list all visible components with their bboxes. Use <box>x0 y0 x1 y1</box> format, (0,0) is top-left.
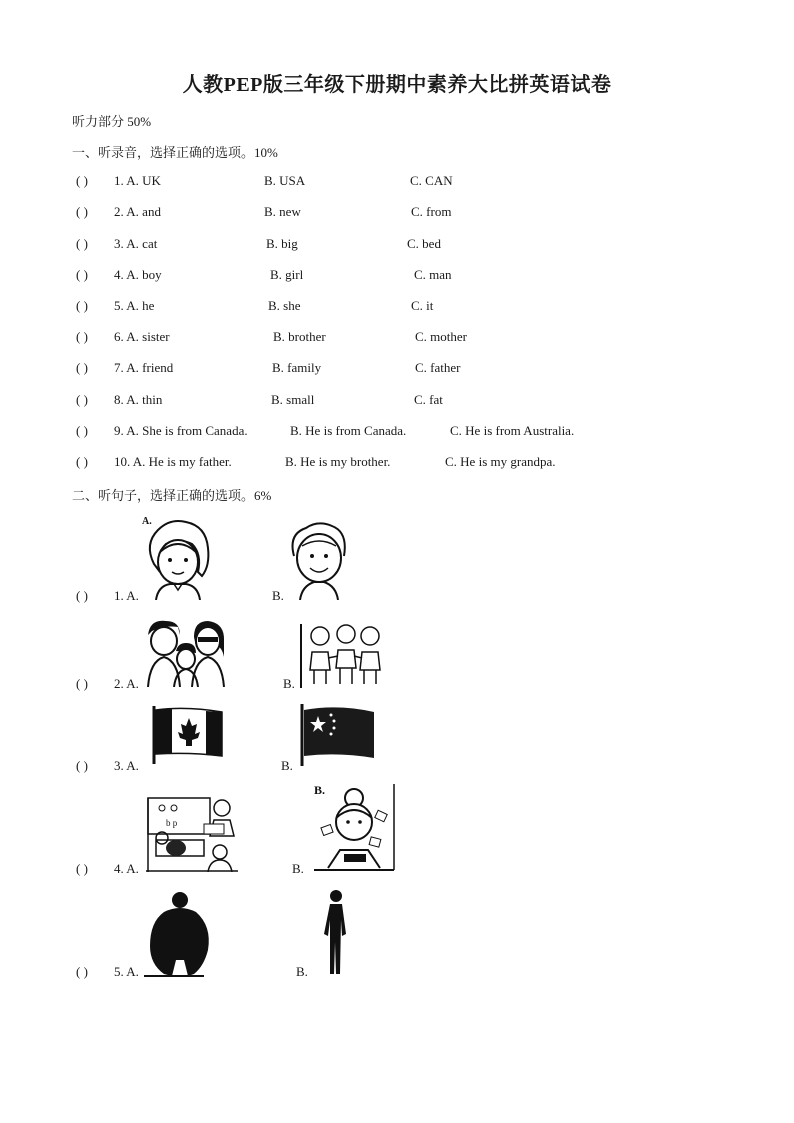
option-a: 2. A. and <box>114 204 161 219</box>
option-b: B. girl <box>270 267 304 282</box>
option-c: C. father <box>415 360 461 375</box>
option-a: 5. A. <box>114 964 139 979</box>
option-c: C. mother <box>415 329 467 344</box>
option-b: B. <box>281 758 293 773</box>
option-c: C. man <box>414 267 452 282</box>
option-a: 1. A. UK <box>114 173 161 188</box>
friends-picture <box>300 622 384 688</box>
option-a: 9. A. She is from Canada. <box>114 423 248 438</box>
option-b: B. <box>283 676 295 691</box>
option-b: B. family <box>272 360 322 375</box>
family-picture <box>144 617 228 687</box>
classroom-picture <box>146 796 238 872</box>
option-a: 10. A. He is my father. <box>114 454 232 469</box>
answer-blank[interactable]: ( ) <box>76 204 88 219</box>
option-b: B. she <box>268 298 301 313</box>
option-c: C. from <box>411 204 452 219</box>
answer-blank[interactable]: ( ) <box>76 392 88 407</box>
answer-blank[interactable]: ( ) <box>76 267 88 282</box>
option-b: B. brother <box>273 329 326 344</box>
option-a: 6. A. sister <box>114 329 170 344</box>
option-c: C. CAN <box>410 173 453 188</box>
answer-blank[interactable]: ( ) <box>76 236 88 251</box>
board-text: b p <box>166 818 178 828</box>
page-title: 人教PEP版三年级下册期中素养大比拼英语试卷 <box>182 74 612 96</box>
china-flag-picture <box>298 702 378 766</box>
option-b: B. <box>272 588 284 603</box>
option-b: B. USA <box>264 173 306 188</box>
girl-studying-picture <box>310 782 396 874</box>
option-b: B. new <box>264 204 301 219</box>
option-a: 8. A. thin <box>114 392 163 407</box>
option-c: C. bed <box>407 236 441 251</box>
option-c: C. He is from Australia. <box>450 423 575 438</box>
answer-blank[interactable]: ( ) <box>76 964 88 979</box>
pic-letter: B. <box>314 783 326 797</box>
answer-blank[interactable]: ( ) <box>76 298 88 313</box>
answer-blank[interactable]: ( ) <box>76 861 88 876</box>
answer-blank[interactable]: ( ) <box>76 758 88 773</box>
answer-blank[interactable]: ( ) <box>76 360 88 375</box>
answer-blank[interactable]: ( ) <box>76 676 88 691</box>
answer-blank[interactable]: ( ) <box>76 329 88 344</box>
option-a: 3. A. cat <box>114 236 158 251</box>
grandmother-picture <box>140 514 216 600</box>
option-b: B. <box>292 861 304 876</box>
grandfather-picture <box>286 520 352 600</box>
answer-blank[interactable]: ( ) <box>76 423 88 438</box>
option-b: B. <box>296 964 308 979</box>
thin-person-picture <box>318 886 352 976</box>
section1-heading: 一、听录音，选择正确的选项。10% <box>72 145 278 160</box>
canada-flag-picture <box>150 704 226 764</box>
section2-heading: 二、听句子，选择正确的选项。6% <box>72 488 272 503</box>
option-b: B. He is my brother. <box>285 454 391 469</box>
option-a: 1. A. <box>114 588 139 603</box>
fat-person-picture <box>144 890 214 978</box>
option-c: C. it <box>411 298 434 313</box>
option-a: 3. A. <box>114 758 139 773</box>
answer-blank[interactable]: ( ) <box>76 588 88 603</box>
option-a: 4. A. boy <box>114 267 162 282</box>
option-a: 5. A. he <box>114 298 155 313</box>
option-a: 2. A. <box>114 676 139 691</box>
option-c: C. fat <box>414 392 443 407</box>
option-c: C. He is my grandpa. <box>445 454 556 469</box>
option-a: 7. A. friend <box>114 360 174 375</box>
answer-blank[interactable]: ( ) <box>76 173 88 188</box>
listening-part-label: 听力部分 50% <box>72 114 152 129</box>
option-a: 4. A. <box>114 861 139 876</box>
option-b: B. He is from Canada. <box>290 423 407 438</box>
pic-letter: A. <box>142 516 152 527</box>
option-b: B. big <box>266 236 298 251</box>
answer-blank[interactable]: ( ) <box>76 454 88 469</box>
option-b: B. small <box>271 392 315 407</box>
